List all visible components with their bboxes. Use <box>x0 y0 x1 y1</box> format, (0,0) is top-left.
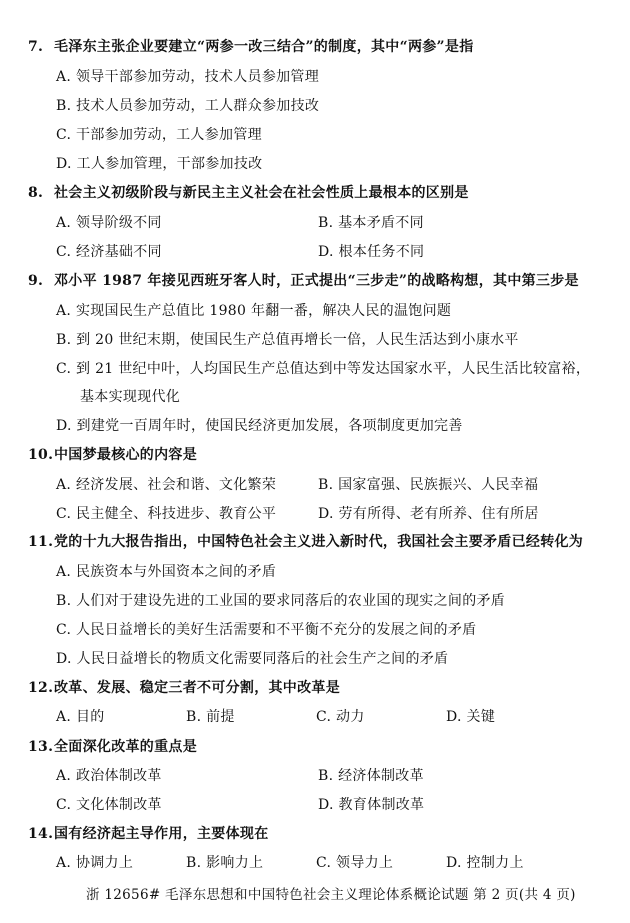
question-9-option-c-continuation: 基本实现现代化 <box>80 389 181 405</box>
question-14-option-d: D. 控制力上 <box>446 855 524 871</box>
question-10-option-d: D. 劳有所得、老有所养、住有所居 <box>318 506 539 522</box>
question-12-option-b: B. 前提 <box>186 709 235 725</box>
question-8-option-b: B. 基本矛盾不同 <box>318 215 424 231</box>
question-9-option-d: D. 到建党一百周年时，使国民经济更加发展，各项制度更加完善 <box>56 418 463 434</box>
question-8-option-d: D. 根本任务不同 <box>318 244 425 260</box>
question-7-option-b: B. 技术人员参加劳动，工人群众参加技改 <box>56 98 320 114</box>
question-13-option-d: D. 教育体制改革 <box>318 797 425 813</box>
question-11-option-d: D. 人民日益增长的物质文化需要同落后的社会生产之间的矛盾 <box>56 651 449 667</box>
question-13-stem: 13.全面深化改革的重点是 <box>28 739 197 755</box>
question-9-option-a: A. 实现国民生产总值比 1980 年翻一番，解决人民的温饱问题 <box>56 303 452 319</box>
question-12-option-a: A. 目的 <box>56 709 105 725</box>
question-9-option-c: C. 到 21 世纪中叶，人均国民生产总值达到中等发达国家水平，人民生活比较富裕， <box>56 361 591 377</box>
question-13-option-a: A. 政治体制改革 <box>56 768 162 784</box>
question-7-option-a: A. 领导干部参加劳动，技术人员参加管理 <box>56 69 320 85</box>
page-footer: 浙 12656# 毛泽东思想和中国特色社会主义理论体系概论试题 第 2 页(共 4 页) <box>86 887 576 903</box>
question-14-stem: 14.国有经济起主导作用，主要体现在 <box>28 826 269 842</box>
question-14-option-a: A. 协调力上 <box>56 855 134 871</box>
question-14-option-c: C. 领导力上 <box>316 855 394 871</box>
question-7-option-d: D. 工人参加管理，干部参加技改 <box>56 156 263 172</box>
question-10-option-b: B. 国家富强、民族振兴、人民幸福 <box>318 477 539 493</box>
question-10-option-c: C. 民主健全、科技进步、教育公平 <box>56 506 277 522</box>
question-12-option-d: D. 关键 <box>446 709 496 725</box>
question-11-option-a: A. 民族资本与外国资本之间的矛盾 <box>56 564 277 580</box>
question-9-option-b: B. 到 20 世纪末期，使国民生产总值再增长一倍，人民生活达到小康水平 <box>56 332 519 348</box>
question-10-stem: 10.中国梦最核心的内容是 <box>28 447 197 463</box>
question-9-stem: 9. 邓小平 1987 年接见西班牙客人时，正式提出“三步走”的战略构想，其中第三步是 <box>28 273 579 289</box>
question-8-option-a: A. 领导阶级不同 <box>56 215 162 231</box>
question-12-option-c: C. 动力 <box>316 709 365 725</box>
question-8-stem: 8. 社会主义初级阶段与新民主主义社会在社会性质上最根本的区别是 <box>28 185 469 201</box>
question-11-stem: 11.党的十九大报告指出，中国特色社会主义进入新时代，我国社会主要矛盾已经转化为 <box>28 534 584 550</box>
question-13-option-c: C. 文化体制改革 <box>56 797 162 813</box>
question-11-option-b: B. 人们对于建设先进的工业国的要求同落后的农业国的现实之间的矛盾 <box>56 593 506 609</box>
question-12-stem: 12.改革、发展、稳定三者不可分割，其中改革是 <box>28 680 340 696</box>
question-7-stem: 7. 毛泽东主张企业要建立“两参一改三结合”的制度，其中“两参”是指 <box>28 39 474 55</box>
question-8-option-c: C. 经济基础不同 <box>56 244 162 260</box>
question-13-option-b: B. 经济体制改革 <box>318 768 424 784</box>
question-10-option-a: A. 经济发展、社会和谐、文化繁荣 <box>56 477 277 493</box>
question-14-option-b: B. 影响力上 <box>186 855 264 871</box>
question-11-option-c: C. 人民日益增长的美好生活需要和不平衡不充分的发展之间的矛盾 <box>56 622 477 638</box>
question-7-option-c: C. 干部参加劳动，工人参加管理 <box>56 127 262 143</box>
